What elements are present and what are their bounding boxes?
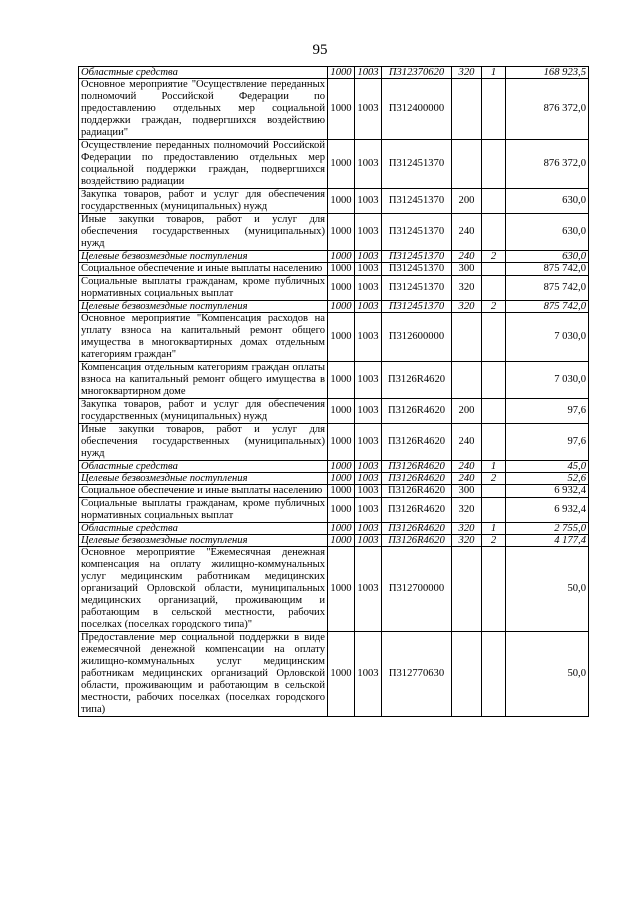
row-subsection-code: 1003 <box>355 473 382 485</box>
row-subsection-code: 1003 <box>355 498 382 523</box>
row-target-article-code: П312451370 <box>382 251 452 263</box>
row-expense-type-code: 240 <box>452 461 482 473</box>
row-section-code: 1000 <box>328 301 355 313</box>
row-section-code: 1000 <box>328 140 355 189</box>
row-expense-type-code: 300 <box>452 263 482 276</box>
row-amount: 875 742,0 <box>506 276 589 301</box>
row-subsection-code: 1003 <box>355 547 382 632</box>
funding-source-row <box>79 535 589 547</box>
row-subsection-code: 1003 <box>355 632 382 717</box>
row-expense-type-code: 320 <box>452 535 482 547</box>
row-amount: 97,6 <box>506 424 589 461</box>
funding-source-row <box>79 473 589 485</box>
table-row <box>79 313 589 362</box>
row-target-article-code: П312451370 <box>382 276 452 301</box>
table-row <box>79 276 589 301</box>
table-row <box>79 632 589 717</box>
table-row <box>79 189 589 214</box>
row-target-article-code: П312600000 <box>382 313 452 362</box>
table-row <box>79 79 589 140</box>
row-subsection-code: 1003 <box>355 362 382 399</box>
row-funding-source-code: 1 <box>482 67 506 79</box>
row-description: Иные закупки товаров, работ и услуг для обеспечения государственных (муниципальных) нужд <box>79 424 328 461</box>
row-description: Иные закупки товаров, работ и услуг для обеспечения государственных (муниципальных) нужд <box>79 214 328 251</box>
row-subsection-code: 1003 <box>355 424 382 461</box>
row-amount: 45,0 <box>506 461 589 473</box>
row-description: Целевые безвозмездные поступления <box>79 251 328 263</box>
row-section-code: 1000 <box>328 79 355 140</box>
row-target-article-code: П312451370 <box>382 140 452 189</box>
table-row <box>79 214 589 251</box>
row-section-code: 1000 <box>328 473 355 485</box>
row-target-article-code: П312770630 <box>382 632 452 717</box>
row-expense-type-code <box>452 313 482 362</box>
row-amount: 630,0 <box>506 189 589 214</box>
row-expense-type-code: 240 <box>452 473 482 485</box>
row-target-article-code: П312700000 <box>382 547 452 632</box>
row-amount: 7 030,0 <box>506 362 589 399</box>
row-target-article-code: П3126R4620 <box>382 399 452 424</box>
row-subsection-code: 1003 <box>355 67 382 79</box>
row-funding-source-code <box>482 362 506 399</box>
row-section-code: 1000 <box>328 214 355 251</box>
row-expense-type-code: 320 <box>452 67 482 79</box>
row-section-code: 1000 <box>328 485 355 498</box>
row-funding-source-code <box>482 399 506 424</box>
row-amount: 6 932,4 <box>506 498 589 523</box>
row-section-code: 1000 <box>328 313 355 362</box>
row-subsection-code: 1003 <box>355 485 382 498</box>
row-description: Основное мероприятие "Осуществление переданных полномочий Российской Федерации по предоставлению отдельных мер социальной поддержки граждан, подвергшихся воздействию радиации" <box>79 79 328 140</box>
row-expense-type-code: 240 <box>452 251 482 263</box>
row-amount: 50,0 <box>506 632 589 717</box>
row-subsection-code: 1003 <box>355 251 382 263</box>
row-section-code: 1000 <box>328 632 355 717</box>
row-section-code: 1000 <box>328 276 355 301</box>
row-target-article-code: П3126R4620 <box>382 535 452 547</box>
row-description: Основное мероприятие "Компенсация расходов на уплату взноса на капитальный ремонт общего имущества в многоквартирных домах отдельным категориям граждан" <box>79 313 328 362</box>
row-subsection-code: 1003 <box>355 313 382 362</box>
row-description: Осуществление переданных полномочий Российской Федерации по предоставлению отдельных мер социальной поддержки граждан, подвергшихся воздействию радиации <box>79 140 328 189</box>
row-description: Целевые безвозмездные поступления <box>79 301 328 313</box>
row-target-article-code: П3126R4620 <box>382 523 452 535</box>
row-amount: 50,0 <box>506 547 589 632</box>
row-target-article-code: П312400000 <box>382 79 452 140</box>
row-section-code: 1000 <box>328 362 355 399</box>
funding-source-row <box>79 461 589 473</box>
row-target-article-code: П3126R4620 <box>382 473 452 485</box>
row-funding-source-code <box>482 79 506 140</box>
row-funding-source-code <box>482 140 506 189</box>
row-funding-source-code <box>482 214 506 251</box>
table-row <box>79 399 589 424</box>
row-funding-source-code <box>482 485 506 498</box>
row-amount: 2 755,0 <box>506 523 589 535</box>
row-description: Предоставление мер социальной поддержки в виде ежемесячной денежной компенсации на оплату жилищно-коммунальных услуг медицинским работникам медицинских организаций Орловской области, проживающим и работающим в сельской местности, рабочих поселках (поселках городского типа) <box>79 632 328 717</box>
row-target-article-code: П3126R4620 <box>382 362 452 399</box>
row-section-code: 1000 <box>328 263 355 276</box>
row-expense-type-code <box>452 547 482 632</box>
row-amount: 630,0 <box>506 251 589 263</box>
row-funding-source-code: 2 <box>482 473 506 485</box>
row-target-article-code: П312451370 <box>382 301 452 313</box>
row-expense-type-code: 320 <box>452 301 482 313</box>
page-number: 95 <box>312 42 328 58</box>
row-funding-source-code: 1 <box>482 461 506 473</box>
row-expense-type-code <box>452 79 482 140</box>
row-amount: 7 030,0 <box>506 313 589 362</box>
table-row <box>79 485 589 498</box>
row-amount: 630,0 <box>506 214 589 251</box>
row-expense-type-code: 240 <box>452 424 482 461</box>
row-description: Социальное обеспечение и иные выплаты населению <box>79 263 328 276</box>
row-amount: 876 372,0 <box>506 140 589 189</box>
funding-source-row <box>79 251 589 263</box>
row-target-article-code: П3126R4620 <box>382 498 452 523</box>
row-description: Основное мероприятие "Ежемесячная денежная компенсация на оплату жилищно-коммунальных услуг медицинским работникам медицинских организаций Орловской области, муниципальных медицинских организаций, проживающим и работающим в сельской местности, рабочих поселках (поселках городского типа)" <box>79 547 328 632</box>
table-row <box>79 140 589 189</box>
row-subsection-code: 1003 <box>355 79 382 140</box>
funding-source-row <box>79 523 589 535</box>
row-section-code: 1000 <box>328 535 355 547</box>
row-description: Целевые безвозмездные поступления <box>79 473 328 485</box>
row-section-code: 1000 <box>328 498 355 523</box>
row-section-code: 1000 <box>328 461 355 473</box>
row-funding-source-code <box>482 547 506 632</box>
row-funding-source-code <box>482 276 506 301</box>
row-funding-source-code: 2 <box>482 251 506 263</box>
row-target-article-code: П312451370 <box>382 189 452 214</box>
row-amount: 876 372,0 <box>506 79 589 140</box>
row-section-code: 1000 <box>328 523 355 535</box>
row-amount: 52,6 <box>506 473 589 485</box>
row-target-article-code: П3126R4620 <box>382 461 452 473</box>
row-subsection-code: 1003 <box>355 461 382 473</box>
budget-table <box>78 66 589 717</box>
row-funding-source-code <box>482 263 506 276</box>
row-expense-type-code: 300 <box>452 485 482 498</box>
row-subsection-code: 1003 <box>355 214 382 251</box>
row-section-code: 1000 <box>328 424 355 461</box>
row-expense-type-code: 320 <box>452 276 482 301</box>
row-subsection-code: 1003 <box>355 399 382 424</box>
table-row <box>79 263 589 276</box>
row-section-code: 1000 <box>328 251 355 263</box>
row-amount: 97,6 <box>506 399 589 424</box>
table-row <box>79 498 589 523</box>
funding-source-row <box>79 67 589 79</box>
row-funding-source-code: 2 <box>482 535 506 547</box>
funding-source-row <box>79 301 589 313</box>
table-row <box>79 547 589 632</box>
row-section-code: 1000 <box>328 399 355 424</box>
row-expense-type-code: 240 <box>452 214 482 251</box>
row-description: Закупка товаров, работ и услуг для обеспечения государственных (муниципальных) нужд <box>79 399 328 424</box>
row-amount: 875 742,0 <box>506 301 589 313</box>
row-funding-source-code <box>482 313 506 362</box>
row-section-code: 1000 <box>328 189 355 214</box>
row-description: Областные средства <box>79 461 328 473</box>
row-funding-source-code: 2 <box>482 301 506 313</box>
row-funding-source-code <box>482 632 506 717</box>
row-subsection-code: 1003 <box>355 189 382 214</box>
row-subsection-code: 1003 <box>355 301 382 313</box>
row-subsection-code: 1003 <box>355 263 382 276</box>
row-amount: 168 923,5 <box>506 67 589 79</box>
row-funding-source-code <box>482 424 506 461</box>
row-subsection-code: 1003 <box>355 535 382 547</box>
row-description: Целевые безвозмездные поступления <box>79 535 328 547</box>
row-target-article-code: П312370620 <box>382 67 452 79</box>
row-description: Областные средства <box>79 67 328 79</box>
row-target-article-code: П312451370 <box>382 263 452 276</box>
table-row <box>79 362 589 399</box>
row-section-code: 1000 <box>328 67 355 79</box>
row-expense-type-code: 320 <box>452 498 482 523</box>
row-amount: 6 932,4 <box>506 485 589 498</box>
row-description: Закупка товаров, работ и услуг для обеспечения государственных (муниципальных) нужд <box>79 189 328 214</box>
row-funding-source-code <box>482 498 506 523</box>
row-funding-source-code: 1 <box>482 523 506 535</box>
row-expense-type-code: 200 <box>452 189 482 214</box>
row-description: Социальное обеспечение и иные выплаты населению <box>79 485 328 498</box>
row-amount: 4 177,4 <box>506 535 589 547</box>
row-description: Социальные выплаты гражданам, кроме публичных нормативных социальных выплат <box>79 276 328 301</box>
row-target-article-code: П3126R4620 <box>382 424 452 461</box>
row-expense-type-code: 320 <box>452 523 482 535</box>
row-target-article-code: П312451370 <box>382 214 452 251</box>
row-expense-type-code <box>452 362 482 399</box>
row-description: Областные средства <box>79 523 328 535</box>
row-expense-type-code <box>452 140 482 189</box>
row-subsection-code: 1003 <box>355 140 382 189</box>
table-row <box>79 424 589 461</box>
row-subsection-code: 1003 <box>355 276 382 301</box>
row-expense-type-code: 200 <box>452 399 482 424</box>
row-description: Компенсация отдельным категориям граждан оплаты взноса на капитальный ремонт общего имущества в многоквартирном доме <box>79 362 328 399</box>
row-description: Социальные выплаты гражданам, кроме публичных нормативных социальных выплат <box>79 498 328 523</box>
row-funding-source-code <box>482 189 506 214</box>
row-target-article-code: П3126R4620 <box>382 485 452 498</box>
row-expense-type-code <box>452 632 482 717</box>
row-subsection-code: 1003 <box>355 523 382 535</box>
row-amount: 875 742,0 <box>506 263 589 276</box>
row-section-code: 1000 <box>328 547 355 632</box>
